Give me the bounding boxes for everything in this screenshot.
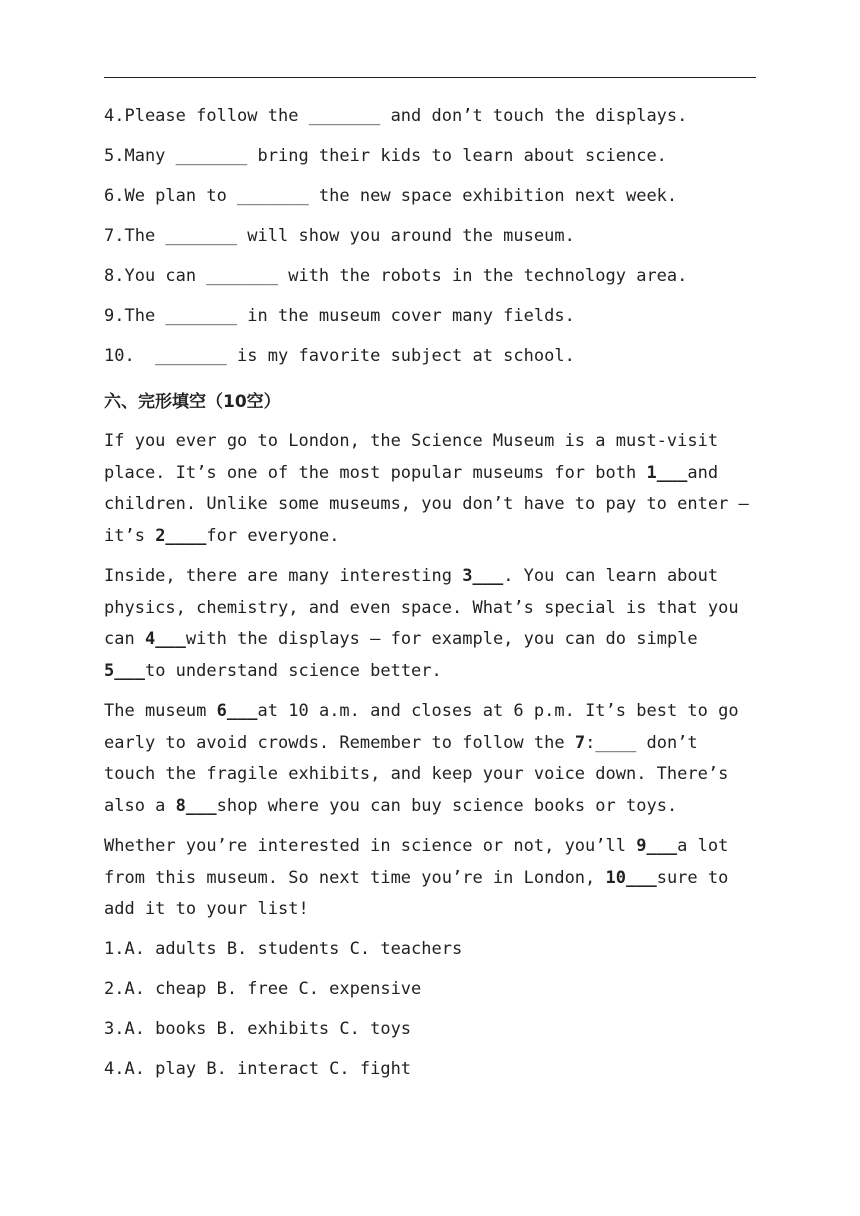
section-heading: 六、完形填空（10空） bbox=[104, 392, 281, 412]
option-item: 2.A. cheap B. free C. expensive bbox=[104, 978, 422, 999]
sentence-item: 7.The _______ will show you around the museum. bbox=[104, 226, 575, 246]
option-list bbox=[104, 935, 756, 1083]
cloze-blank: 2____ bbox=[155, 525, 207, 546]
worksheet-content bbox=[104, 102, 756, 1095]
cloze-blank: 7 bbox=[574, 732, 586, 753]
cloze-passage bbox=[104, 426, 756, 926]
sentence-item: 8.You can _______ with the robots in the technology area. bbox=[104, 266, 688, 286]
passage-paragraph: Whether you’re interested in science or not, you’ll 9___a lot from this museum. So next time you’re in London, 10___sure to add it to your list! bbox=[104, 836, 729, 919]
cloze-blank: 3___ bbox=[462, 566, 504, 586]
option-item: 4.A. play B. interact C. fight bbox=[104, 1058, 412, 1079]
passage-paragraph: Inside, there are many interesting 3___. You can learn about physics, chemistry, and even space. What’s special is that you can 4___with the displays — for example, you can do simple 5___to understand science better. bbox=[104, 566, 739, 681]
header-rule bbox=[104, 77, 756, 78]
option-item: 3.A. books B. exhibits C. toys bbox=[104, 1018, 412, 1039]
passage-paragraph: If you ever go to London, the Science Museum is a must-visit place. It’s one of the most popular museums for both 1___and children. Unlike some museums, you don’t have to pay to enter — it’s 2____for everyone. bbox=[104, 431, 749, 546]
option-item: 1.A. adults B. students C. teachers bbox=[104, 938, 463, 959]
cloze-blank: 9___ bbox=[636, 836, 678, 856]
cloze-blank: 5___ bbox=[104, 660, 145, 681]
cloze-blank: 10___ bbox=[605, 867, 657, 888]
sentence-list bbox=[104, 102, 756, 370]
sentence-item: 5.Many _______ bring their kids to learn about science. bbox=[104, 146, 667, 166]
sentence-item: 6.We plan to _______ the new space exhibition next week. bbox=[104, 186, 678, 206]
passage-paragraph: The museum 6___at 10 a.m. and closes at 6 p.m. It’s best to go early to avoid crowds. Remember to follow the 7:____ don’t touch the fragile exhibits, and keep your voice down. There’s also a 8___shop where you can buy science books or toys. bbox=[104, 701, 739, 816]
sentence-item: 10. _______ is my favorite subject at school. bbox=[104, 346, 575, 366]
cloze-blank: 4___ bbox=[144, 629, 186, 649]
sentence-item: 9.The _______ in the museum cover many fields. bbox=[104, 306, 575, 326]
cloze-blank: 6___ bbox=[216, 701, 258, 721]
cloze-blank: 8___ bbox=[175, 795, 217, 816]
sentence-item: 4.Please follow the _______ and don’t touch the displays. bbox=[104, 106, 688, 126]
cloze-blank: 1___ bbox=[646, 462, 688, 483]
